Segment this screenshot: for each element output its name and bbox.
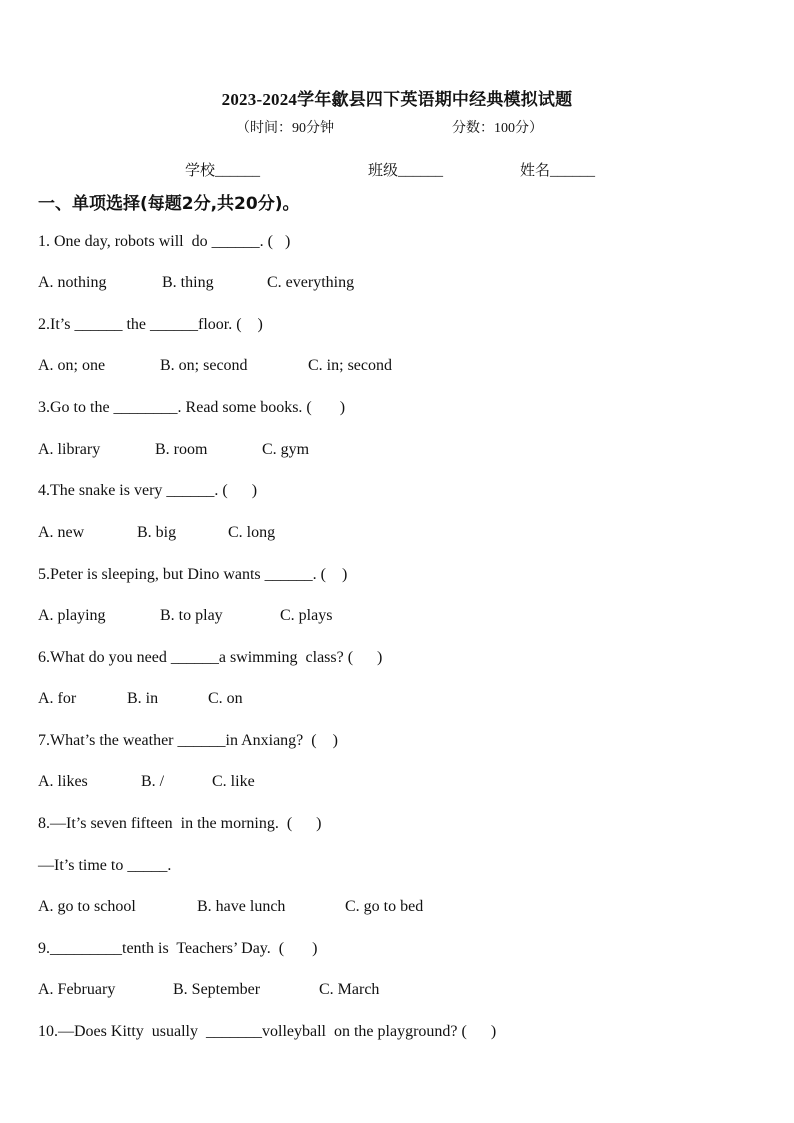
page-title: 2023-2024学年歙县四下英语期中经典模拟试题 — [221, 90, 573, 109]
q6-option-a: A. for — [38, 690, 77, 707]
question-5: 5.Peter is sleeping, but Dino wants ______. ( ) — [38, 566, 348, 583]
q3-option-c: C. gym — [262, 441, 310, 458]
q5-option-b: B. to play — [160, 607, 223, 624]
class-field: 班级______ — [368, 163, 444, 179]
q6-option-b: B. in — [127, 690, 159, 707]
q8-option-a: A. go to school — [38, 898, 136, 915]
question-7: 7.What’s the weather ______in Anxiang? ( ) — [38, 732, 338, 749]
q5-option-c: C. plays — [280, 607, 333, 624]
q2-option-b: B. on; second — [160, 357, 248, 374]
question-9: 9._________tenth is Teachers’ Day. ( ) — [38, 940, 318, 957]
q6-option-c: C. on — [208, 690, 243, 707]
q1-option-b: B. thing — [162, 274, 214, 291]
question-3: 3.Go to the ________. Read some books. ( ) — [38, 399, 346, 416]
question-10: 10.—Does Kitty usually _______volleyball on the playground? ( ) — [38, 1023, 497, 1040]
q7-option-c: C. like — [212, 773, 255, 790]
question-1: 1. One day, robots will do ______. ( ) — [38, 233, 291, 250]
q1-option-c: C. everything — [267, 274, 355, 291]
q5-option-a: A. playing — [38, 607, 106, 624]
q4-option-a: A. new — [38, 524, 85, 541]
q3-option-b: B. room — [155, 441, 208, 458]
school-field: 学校______ — [185, 163, 261, 179]
q8-option-c: C. go to bed — [345, 898, 424, 915]
q9-option-c: C. March — [319, 981, 380, 998]
q3-option-a: A. library — [38, 441, 101, 458]
q4-option-c: C. long — [228, 524, 276, 541]
question-8: 8.—It’s seven fifteen in the morning. ( ) — [38, 815, 322, 832]
total-score: 分数：100分） — [452, 121, 543, 136]
q2-option-a: A. on; one — [38, 357, 106, 374]
q7-option-a: A. likes — [38, 773, 88, 790]
q7-option-b: B. / — [141, 773, 165, 790]
question-2: 2.It’s ______ the ______floor. ( ) — [38, 316, 263, 333]
question-4: 4.The snake is very ______. ( ) — [38, 482, 258, 499]
section-title: 一、单项选择(每题2分,共20分)。 — [38, 194, 300, 214]
q4-option-b: B. big — [137, 524, 177, 541]
name-field: 姓名______ — [520, 163, 596, 179]
q8-option-b: B. have lunch — [197, 898, 286, 915]
q9-option-a: A. February — [38, 981, 116, 998]
question-6: 6.What do you need ______a swimming class? ( ) — [38, 649, 383, 666]
q1-option-a: A. nothing — [38, 274, 107, 291]
q2-option-c: C. in; second — [308, 357, 392, 374]
time-limit: （时间：90分钟 — [236, 121, 334, 136]
q9-option-b: B. September — [173, 981, 261, 998]
question-8-reply: —It’s time to _____. — [38, 857, 172, 874]
